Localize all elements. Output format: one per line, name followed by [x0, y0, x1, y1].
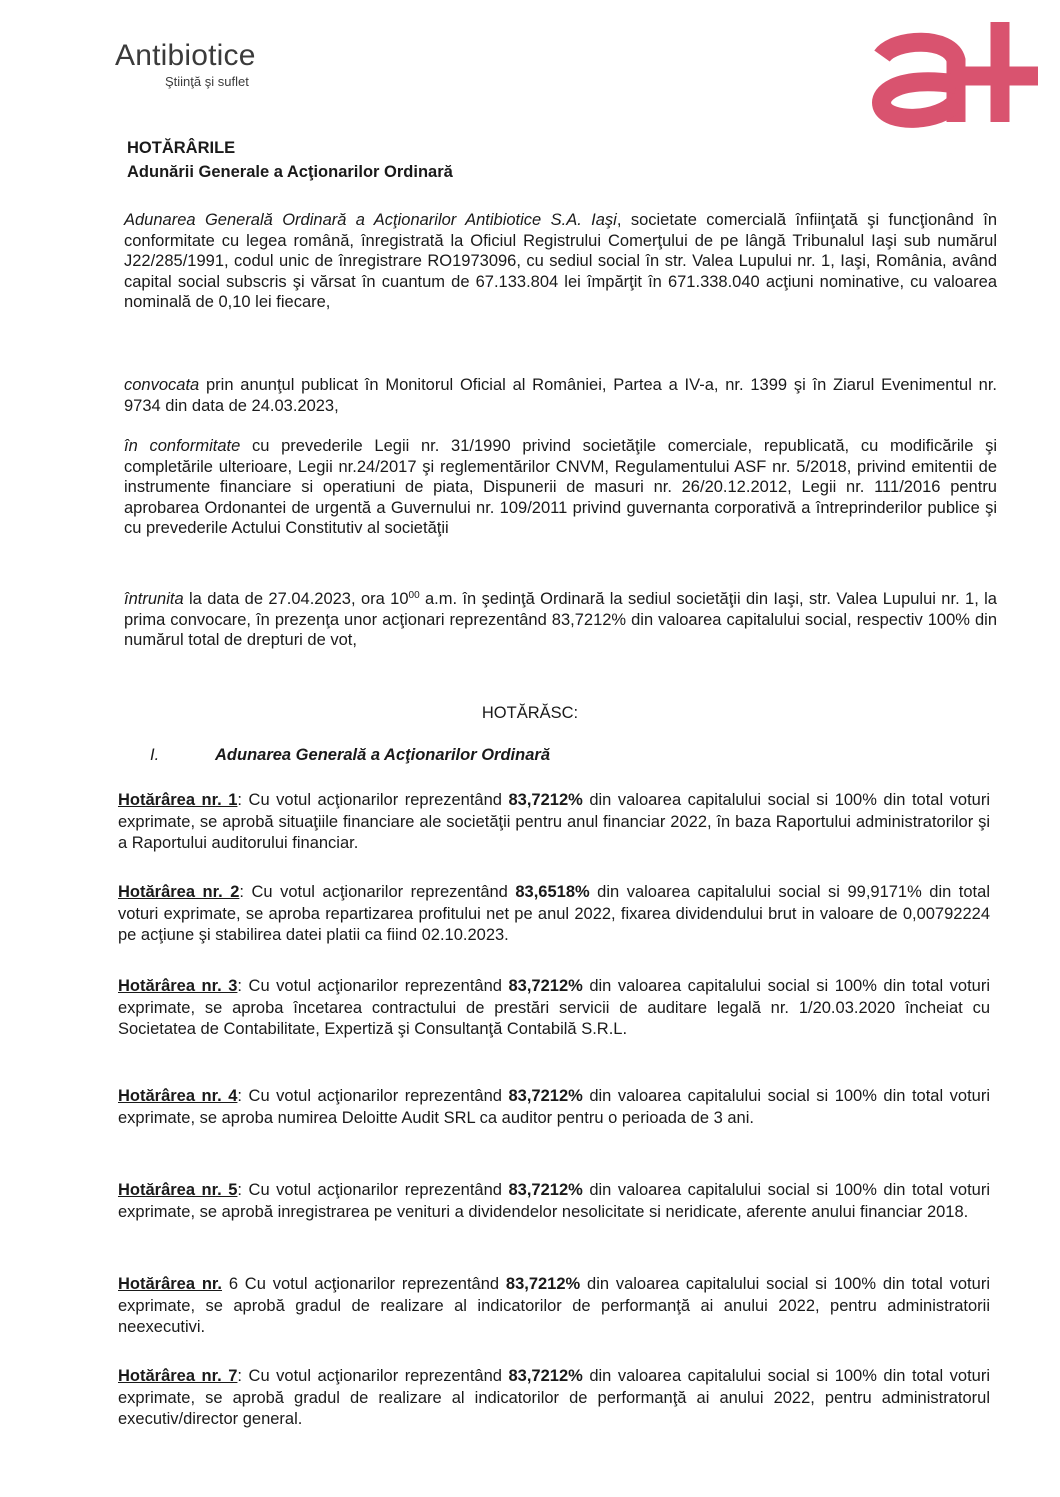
meeting-text-a: la data de 27.04.2023, ora 10 — [183, 590, 409, 608]
resolution-text: din valoarea capitalului social si 100% din total voturi exprimate, se aprobă gradul de realizare al indicatorilor de performanţă ai anului 2022, pentru administratorul executiv/director general. — [118, 1367, 990, 1428]
resolution-item — [118, 1086, 990, 1129]
resolution-intro: Cu votul acţionarilor reprezentând — [243, 883, 516, 901]
convocation-text: prin anunţul publicat în Monitorul Oficial al României, Partea a IV-a, nr. 1399 şi în Ziarul Evenimentul nr. 9734 din data de 24.03.2023, — [124, 376, 997, 415]
intro-paragraph — [124, 210, 997, 313]
title-line-1: HOTĂRÂRILE — [127, 139, 236, 157]
section-title: Adunarea Generală a Acţionarilor Ordinară — [215, 746, 550, 764]
decision-heading: HOTĂRĂSC: — [481, 704, 579, 722]
resolution-text: din valoarea capitalului social si 100% din total voturi exprimate, se aproba încetarea contractului de prestări servicii de auditare legală nr. 1/20.03.2020 încheiat cu Societatea de Contabilitate, Expertiză şi Consultanţă Contabilă S.R.L. — [118, 977, 990, 1038]
resolution-percentage: 83,7212% — [508, 791, 583, 809]
meeting-paragraph — [124, 586, 997, 651]
resolution-item — [118, 976, 990, 1041]
resolution-separator: : — [237, 977, 243, 995]
resolution-intro: Cu votul acţionarilor reprezentând — [242, 791, 509, 809]
resolution-intro: Cu votul acţionarilor reprezentând — [242, 977, 509, 995]
brand-name: Antibiotice — [115, 39, 256, 72]
intro-text: , societate comercială înfiinţată şi funcţionând în conformitate cu legea română, înregistrată la Oficiul Registrului Comerţului de pe lângă Tribunalul Iaşi sub numărul J22/285/1991, codul unic de înregistrare RO1973096, cu sediul social în str. Valea Lupului nr. 1, Iaşi, România, având capital social subscris şi vărsat în cuantum de 67.133.804 lei împărţit în 671.338.040 acţiuni nominative, cu valoarea nominală de 0,10 lei fiecare, — [124, 211, 997, 312]
section-heading — [150, 746, 550, 765]
resolution-percentage: 83,7212% — [508, 1087, 583, 1105]
document-title — [127, 136, 453, 184]
resolution-percentage: 83,7212% — [505, 1275, 581, 1293]
convocation-lead: convocata — [124, 376, 200, 394]
resolution-intro: Cu votul acţionarilor reprezentând — [242, 1087, 509, 1105]
company-brand — [115, 40, 256, 89]
a-plus-logo-icon — [860, 18, 1040, 128]
resolution-text: din valoarea capitalului social si 99,9171% din total voturi exprimate, se aproba repartizarea profitului net pe anul 2022, fixarea dividendului brut in valoare de 0,00792224 pe acţiune şi stabilirea datei platii ca fiind 02.10.2023. — [118, 883, 990, 944]
resolution-text: din valoarea capitalului social si 100% din total voturi exprimate, se aprobă inregistrarea pe venituri a dividendelor nesolicitate si neridicate, aferente anului financiar 2018. — [118, 1181, 990, 1221]
resolution-percentage: 83,7212% — [508, 1181, 583, 1199]
convocation-paragraph — [124, 375, 997, 416]
intro-lead: Adunarea Generală Ordinară a Acţionarilor Antibiotice S.A. Iaşi — [124, 211, 617, 229]
resolution-label: Hotărârea nr. 4 — [118, 1087, 238, 1105]
resolution-item — [118, 790, 990, 855]
resolution-intro: Cu votul acţionarilor reprezentând — [242, 1367, 509, 1385]
resolution-label: Hotărârea nr. 2 — [118, 883, 240, 901]
meeting-lead: întrunita — [124, 590, 184, 608]
resolution-separator: : — [237, 1181, 243, 1199]
resolution-item — [118, 1274, 990, 1339]
resolution-item — [118, 1180, 990, 1223]
resolution-text: din valoarea capitalului social si 100% din total voturi exprimate, se aprobă situaţiile financiare ale societăţii pentru anul financiar 2022, în baza Raportului administratorilor şi a Raportului auditorului financiar. — [118, 791, 990, 852]
resolution-separator: : — [237, 1367, 243, 1385]
resolution-label: Hotărârea nr. — [118, 1275, 223, 1293]
resolution-label: Hotărârea nr. 3 — [118, 977, 238, 995]
resolution-separator: : — [237, 791, 243, 809]
meeting-time-superscript: 00 — [408, 590, 420, 601]
resolution-label: Hotărârea nr. 5 — [118, 1181, 238, 1199]
resolution-item — [118, 882, 990, 947]
meeting-text-b: a.m. în şedinţă Ordinară la sediul societăţii din Iaşi, str. Valea Lupului nr. 1, la prima convocare, în prezenţa unor acţionari reprezentând 83,7212% din valoarea capitalului social, respectiv 100% din numărul total de drepturi de vot, — [124, 590, 997, 650]
resolution-intro: 6 Cu votul acţionarilor reprezentând — [222, 1275, 506, 1293]
legal-basis-paragraph — [124, 436, 997, 539]
legal-basis-lead: în conformitate — [124, 437, 241, 455]
section-number: I. — [150, 746, 160, 764]
legal-basis-text: cu prevederile Legii nr. 31/1990 privind societăţile comerciale, republicată, cu modificările şi completările ulterioare, Legii nr.24/2017 şi reglementărilor CNVM, Regulamentului ASF nr. 5/2018, privind emitentii de instrumente financiare si operatiuni de piata, Dispunerii de masuri nr. 26/20.12.2012, Legii nr. 111/2016 pentru aprobarea Ordonantei de urgentă a Guvernului nr. 109/2011 privind guvernanta corporativă a întreprinderilor publice şi cu prevederile Actului Constitutiv al societăţii — [124, 437, 998, 538]
resolution-separator: : — [239, 883, 244, 901]
brand-tagline: Ştiinţă şi suflet — [165, 74, 249, 89]
resolution-intro: Cu votul acţionarilor reprezentând — [242, 1181, 509, 1199]
resolution-percentage: 83,6518% — [515, 883, 590, 901]
resolution-text: din valoarea capitalului social si 100% din total voturi exprimate, se aprobă gradul de realizare al indicatorilor de performanţă ai anului 2022, pentru administratorii neexecutivi. — [118, 1275, 990, 1336]
resolution-label: Hotărârea nr. 1 — [118, 791, 238, 809]
resolution-label: Hotărârea nr. 7 — [118, 1367, 238, 1385]
title-line-2: Adunării Generale a Acţionarilor Ordinară — [127, 163, 453, 181]
resolution-percentage: 83,7212% — [508, 1367, 583, 1385]
resolution-separator: : — [237, 1087, 243, 1105]
resolution-item — [118, 1366, 990, 1431]
resolution-text: din valoarea capitalului social si 100% din total voturi exprimate, se aproba numirea Deloitte Audit SRL ca auditor pentru o perioada de 3 ani. — [118, 1087, 990, 1127]
resolution-percentage: 83,7212% — [508, 977, 583, 995]
